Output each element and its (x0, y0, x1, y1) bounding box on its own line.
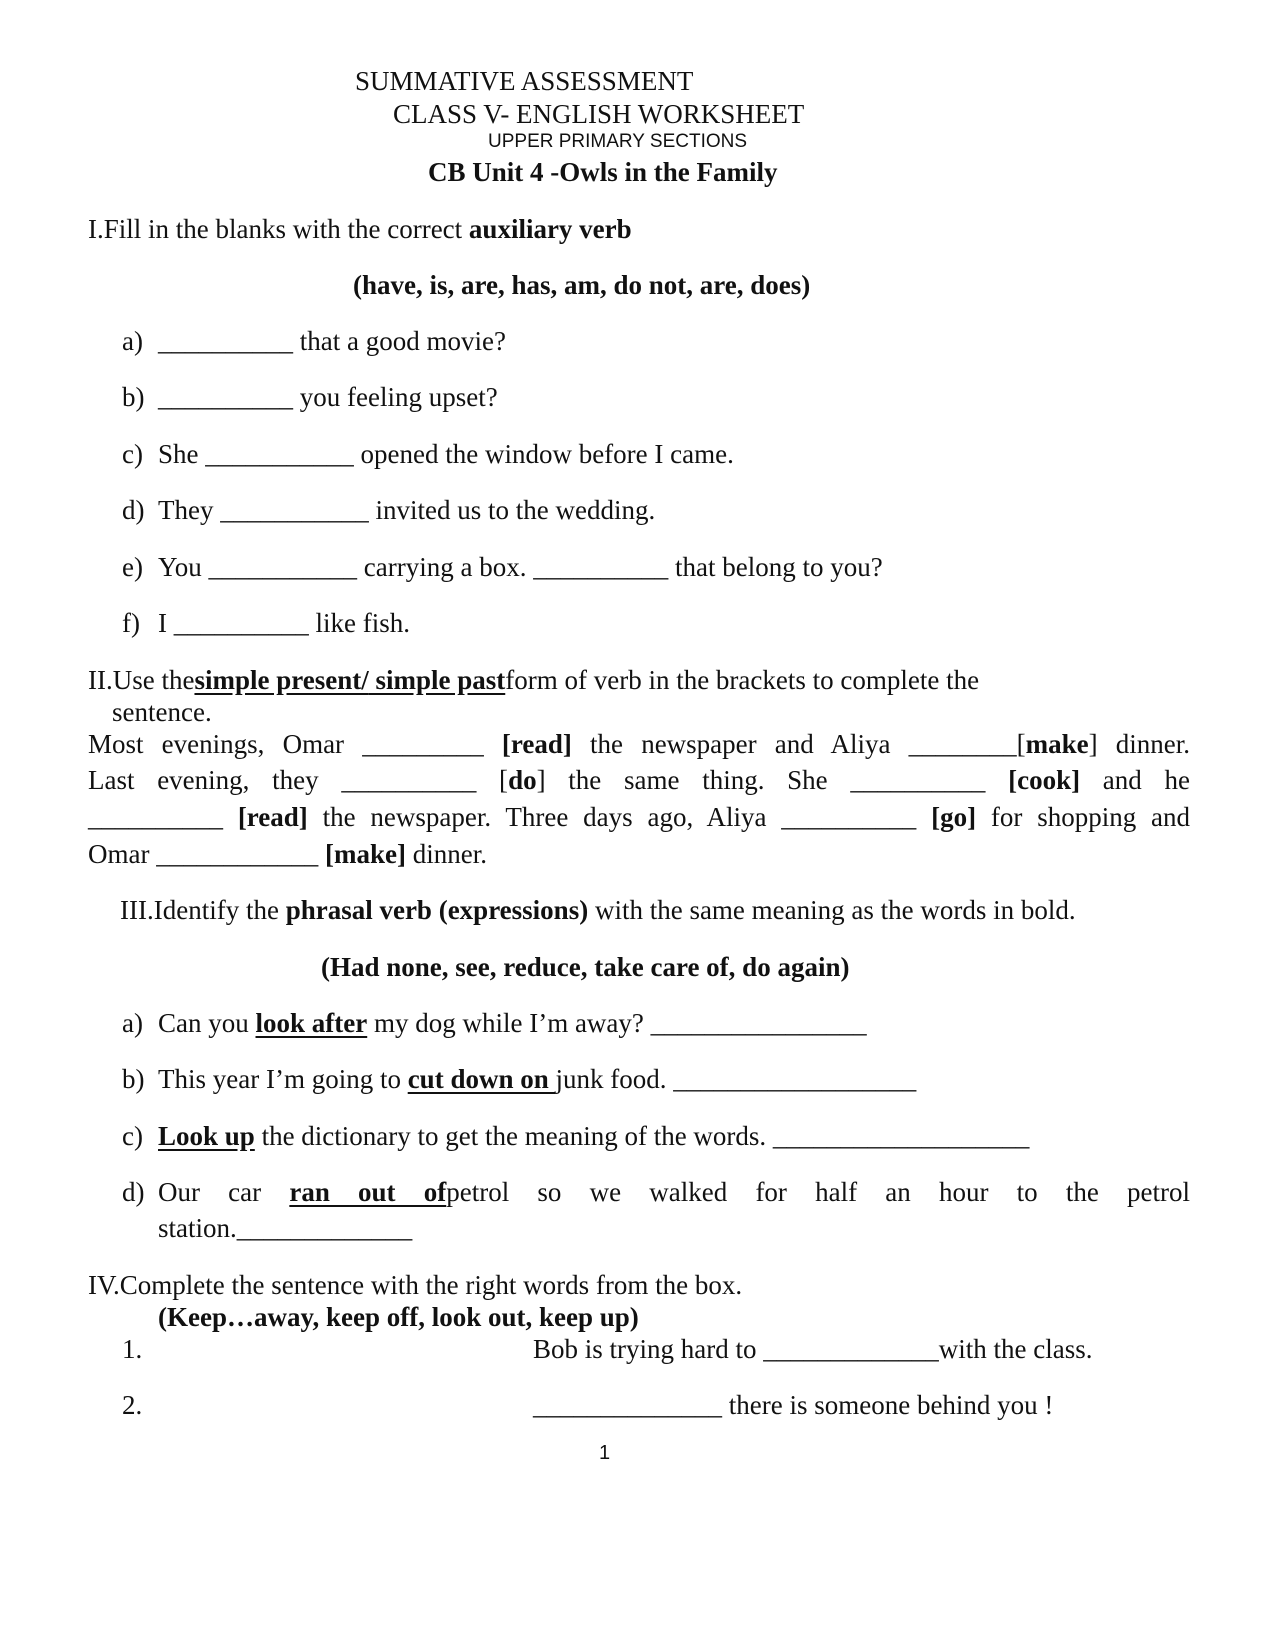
unit-title: CB Unit 4 -Owls in the Family (428, 157, 778, 187)
para-text: dinner. (405, 839, 487, 869)
section-2-para-line-1 (88, 729, 1190, 760)
section-3-item-b (158, 1064, 916, 1095)
verb-bracket: [read] (237, 802, 308, 832)
section-1-item-c (122, 439, 143, 470)
section-2-heading-underline-1: simple present/ (194, 665, 369, 695)
section-3-item-b-marker: b) (122, 1064, 145, 1094)
section-1-item-b (122, 382, 145, 413)
section-1-item-f-text: I __________ like fish. (158, 608, 410, 638)
verb-bracket: [go] (931, 802, 977, 832)
section-2-heading-text-end: form of verb in the brackets to complete the (505, 665, 980, 695)
section-2-para-line-4 (88, 839, 487, 870)
section-1-item-d-text: They ___________ invited us to the wedding. (158, 495, 656, 525)
section-2-heading-underline-2: simple past (368, 665, 506, 695)
phrase-underlined: Look up (158, 1121, 255, 1151)
para-text: __________ (88, 802, 238, 832)
section-3-item-c-marker: c) (122, 1121, 143, 1151)
section-4-item-1-text: Bob is trying hard to _____________with the class. (533, 1334, 1093, 1364)
verb-bracket: do (508, 765, 537, 795)
header-line-1: SUMMATIVE ASSESSMENT (355, 66, 694, 96)
section-3-item-a-marker: a) (122, 1008, 143, 1038)
section-1-item-c-text: She ___________ opened the window before I came. (158, 439, 734, 469)
verb-bracket: [cook] (1008, 765, 1081, 795)
section-1-options: (have, is, are, has, am, do not, are, does) (353, 270, 811, 300)
section-3-item-c (158, 1121, 1029, 1152)
section-1-item-b-text: __________ you feeling upset? (158, 382, 498, 412)
header-line-3: UPPER PRIMARY SECTIONS (488, 131, 748, 152)
para-text: Most evenings, Omar _________ (88, 729, 502, 759)
section-1-heading-text: I.Fill in the blanks with the correct (88, 214, 469, 244)
item-marker: d) (122, 495, 145, 525)
item-marker: f) (122, 608, 140, 638)
section-4-item-2-marker: 2. (122, 1390, 143, 1420)
para-text: Last evening, they __________ [ (88, 765, 509, 795)
section-3-item-d-line-2: station._____________ (158, 1213, 413, 1243)
section-3-item-d (158, 1177, 1190, 1208)
section-3-item-a (158, 1008, 867, 1039)
section-2-para-line-2 (88, 765, 1190, 796)
section-1-heading-bold: auxiliary verb (468, 214, 632, 244)
section-2-heading (88, 665, 979, 696)
item-marker: e) (122, 552, 143, 582)
section-1-item-d (122, 495, 145, 526)
header-line-2: CLASS V- ENGLISH WORKSHEET (393, 99, 805, 129)
section-3-heading (120, 895, 1076, 926)
section-2-para-line-3 (88, 802, 1190, 833)
section-4-options: (Keep…away, keep off, look out, keep up) (158, 1302, 639, 1332)
phrase-underlined: cut down on (407, 1064, 556, 1094)
section-3-heading-text-end: with the same meaning as the words in bold. (588, 895, 1076, 925)
section-4-item-1-marker: 1. (122, 1334, 143, 1364)
verb-bracket: make (1025, 729, 1089, 759)
section-3-item-d-marker: d) (122, 1177, 145, 1207)
item-text: junk food. __________________ (555, 1064, 917, 1094)
para-text: the newspaper and Aliya ________[ (571, 729, 1026, 759)
section-3-options: (Had none, see, reduce, take care of, do again) (321, 952, 850, 982)
item-marker: c) (122, 439, 143, 469)
item-text: petrol so we walked for half an hour to the petrol (446, 1177, 1190, 1207)
section-1-item-a-text: __________ that a good movie? (158, 326, 506, 356)
verb-bracket: [make] (324, 839, 406, 869)
phrase-underlined: ran out of (289, 1177, 447, 1207)
section-2-heading-line-2: sentence. (112, 697, 212, 727)
para-text: and he (1080, 765, 1190, 795)
section-1-item-f (122, 608, 140, 639)
item-marker: a) (122, 326, 143, 356)
para-text: ] the same thing. She __________ (536, 765, 1009, 795)
section-1-heading (88, 214, 632, 245)
para-text: Omar ____________ (88, 839, 325, 869)
item-text: Can you (158, 1008, 256, 1038)
section-3-heading-text: III.Identify the (120, 895, 286, 925)
phrase-underlined: look after (255, 1008, 368, 1038)
page-number: 1 (599, 1442, 611, 1464)
section-1-item-e (122, 552, 143, 583)
item-text: my dog while I’m away? ________________ (367, 1008, 867, 1038)
section-4-heading: IV.Complete the sentence with the right words from the box. (88, 1270, 743, 1300)
item-text: the dictionary to get the meaning of the words. ___________________ (254, 1121, 1030, 1151)
section-1-item-e-text: You ___________ carrying a box. __________ that belong to you? (158, 552, 883, 582)
section-2-heading-text: II.Use the (88, 665, 195, 695)
item-text: This year I’m going to (158, 1064, 408, 1094)
para-text: the newspaper. Three days ago, Aliya __________ (307, 802, 932, 832)
section-1-item-a (122, 326, 143, 357)
para-text: for shopping and (976, 802, 1190, 832)
verb-bracket: [read] (501, 729, 572, 759)
para-text: ] dinner. (1088, 729, 1191, 759)
section-4-item-2-text: ______________ there is someone behind you ! (533, 1390, 1054, 1420)
item-text: Our car (158, 1177, 290, 1207)
item-marker: b) (122, 382, 145, 412)
section-3-heading-bold: phrasal verb (expressions) (285, 895, 589, 925)
